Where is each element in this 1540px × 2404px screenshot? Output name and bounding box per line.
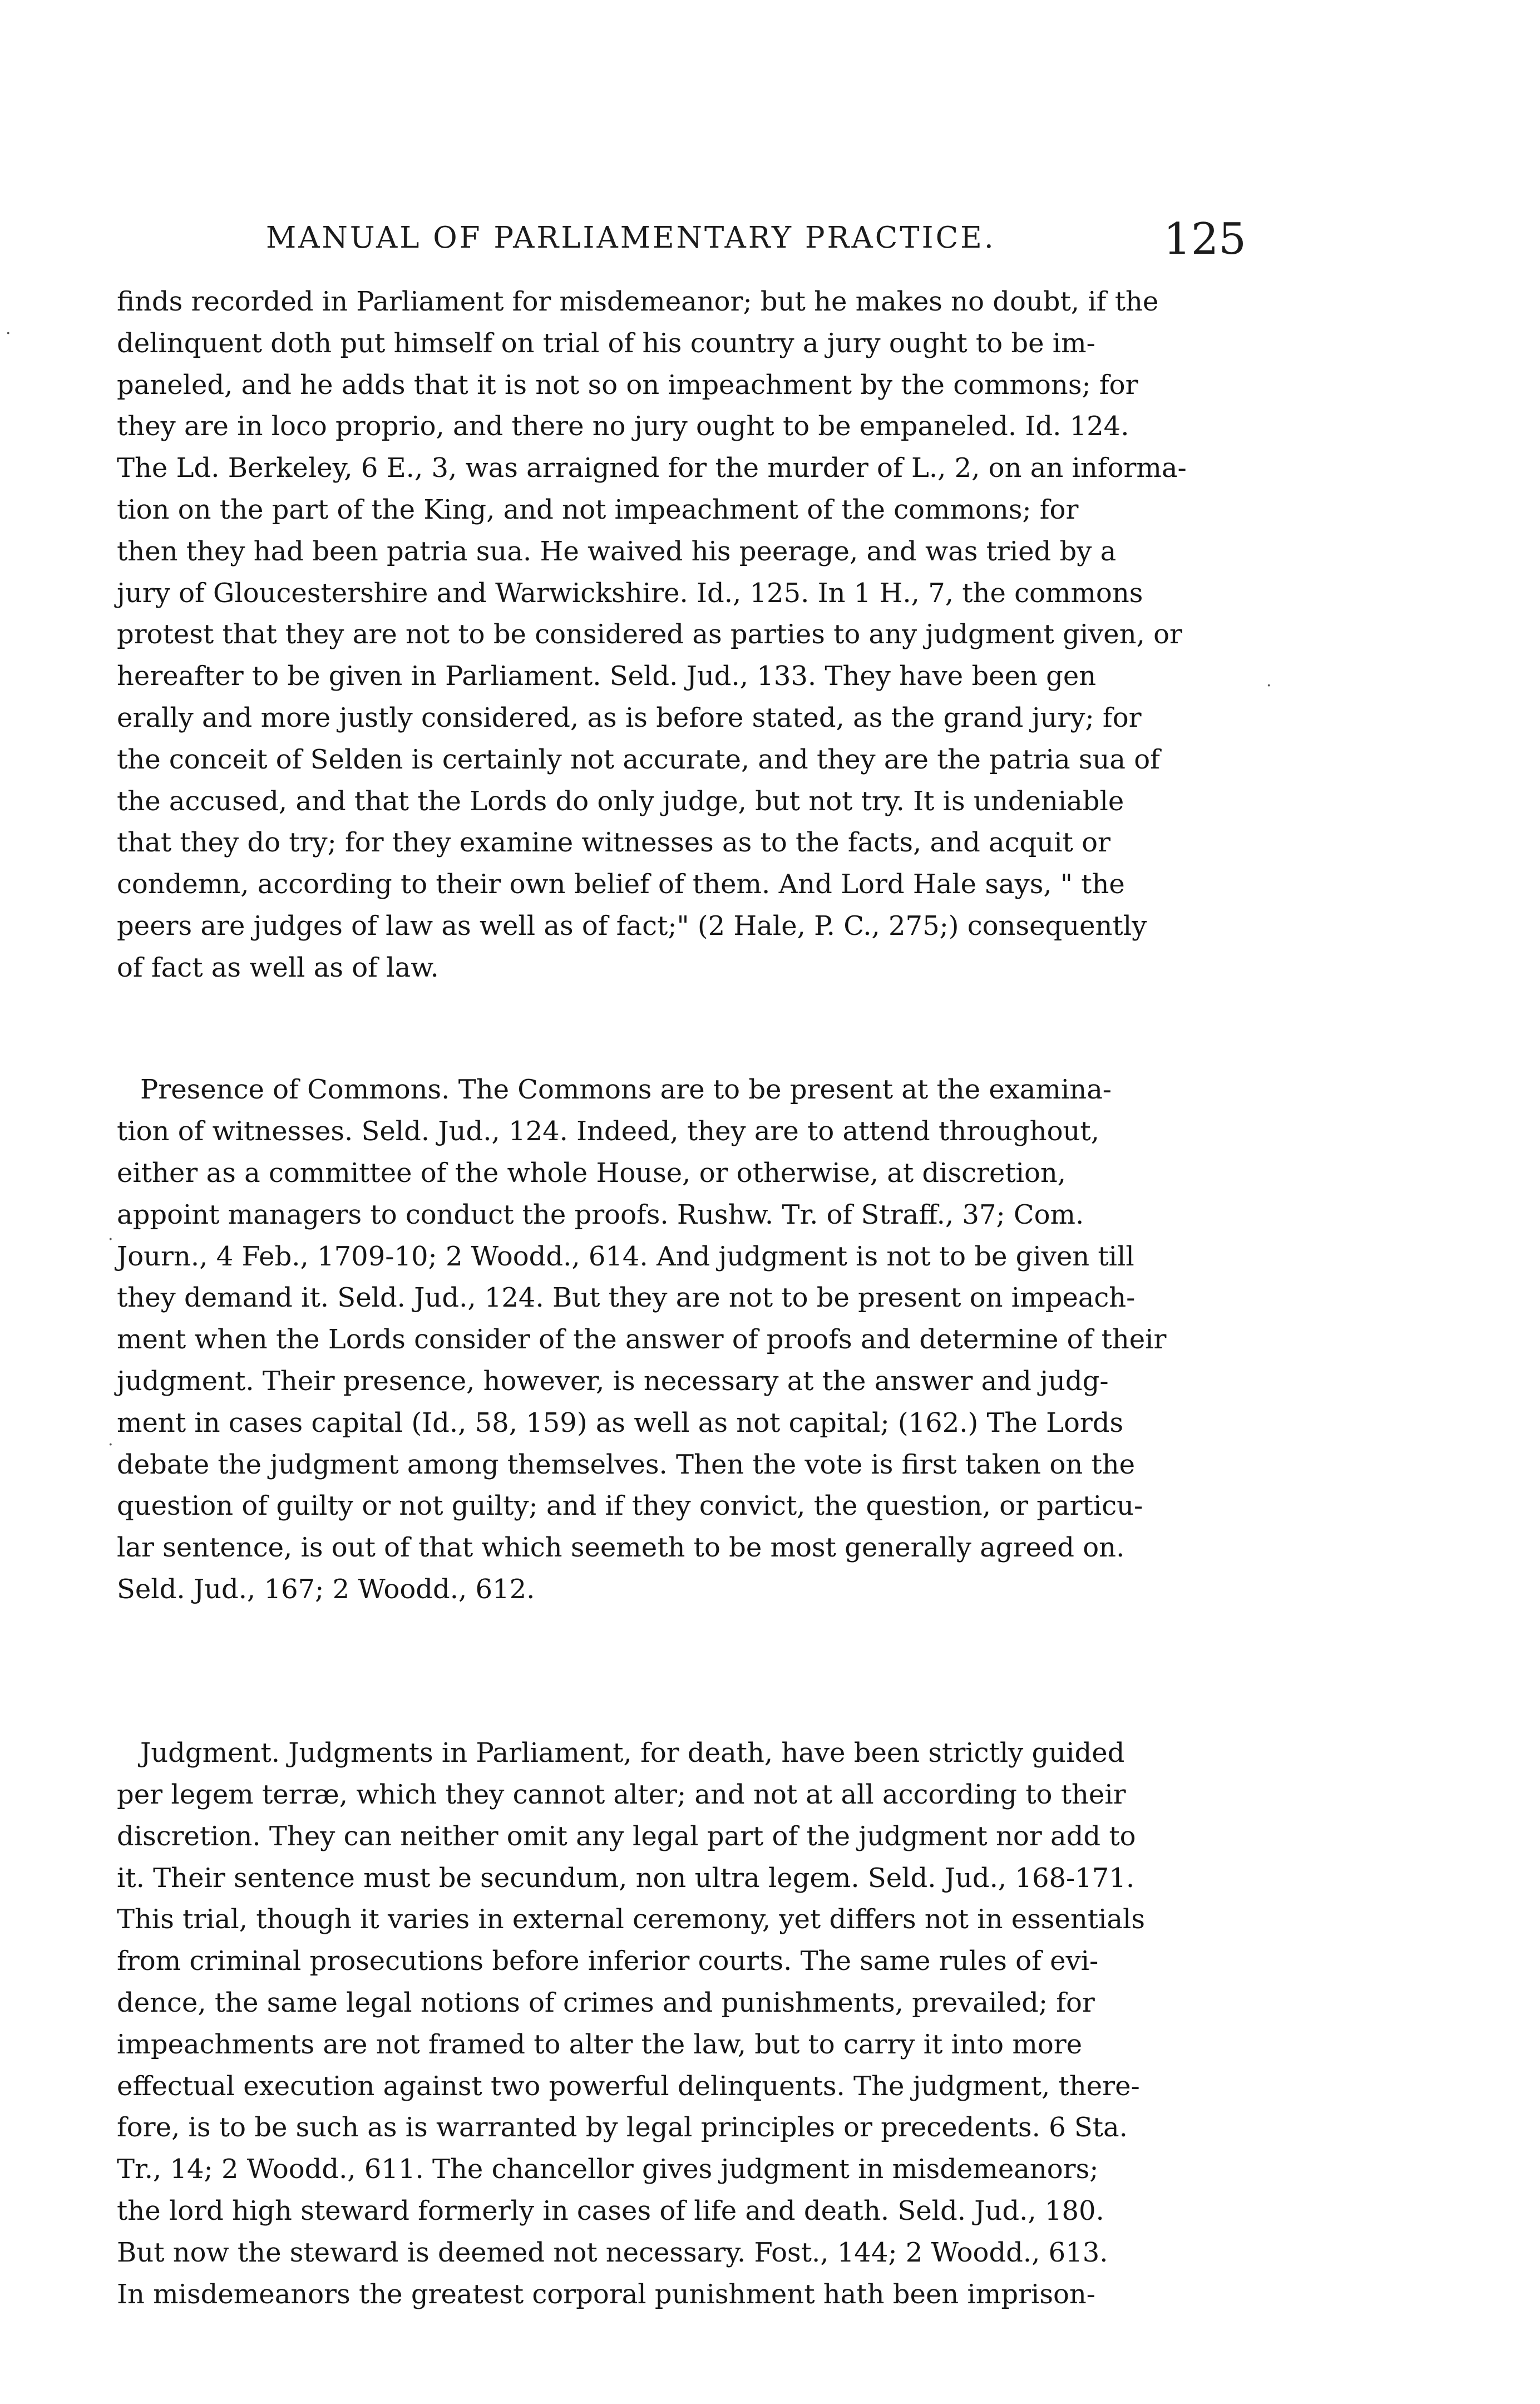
text-line: erally and more justly considered, as is before stated, as the grand jury; for [117,702,1142,733]
text-line: from criminal prosecutions before inferior courts. The same rules of evi- [117,1945,1099,1977]
paragraph-judgment [117,1732,1252,2357]
text-line: tion of witnesses. Seld. Jud., 124. Indeed, they are to attend throughout, [117,1116,1099,1147]
running-title: MANUAL OF PARLIAMENTARY PRACTICE. [266,221,996,255]
page-number: 125 [1163,214,1246,264]
text-line: per legem terræ, which they cannot alter; and not at all according to their [117,1779,1126,1811]
text-line: effectual execution against two powerful delinquents. The judgment, there- [117,2070,1140,2102]
text-line: Journ., 4 Feb., 1709-10; 2 Woodd., 614. And judgment is not to be given till [117,1240,1134,1272]
text-line: impeachments are not framed to alter the law, but to carry it into more [117,2028,1083,2060]
text-line: lar sentence, is out of that which seemeth to be most generally agreed on. [117,1532,1125,1564]
text-line [117,1610,1252,1652]
text-line: hereafter to be given in Parliament. Seld. Jud., 133. They have been gen [117,661,1097,692]
text-line [117,989,1252,1031]
text-line: fore, is to be such as is warranted by legal principles or precedents. 6 Sta. [117,2112,1128,2144]
margin-mark: . [6,319,11,338]
text-line: peers are judges of law as well as of fact;" (2 Hale, P. C., 275;) consequently [117,910,1147,942]
text-line: Presence of Commons. The Commons are to be present at the examina- [140,1074,1112,1106]
text-line: condemn, according to their own belief of them. And Lord Hale says, " the [117,869,1125,900]
text-line: Tr., 14; 2 Woodd., 611. The chancellor gives judgment in misdemeanors; [117,2154,1099,2185]
text-line: delinquent doth put himself on trial of his country a jury ought to be im- [117,327,1095,359]
text-line: the accused, and that the Lords do only judge, but not try. It is undeniable [117,785,1124,817]
running-head [266,214,1246,264]
text-line: either as a committee of the whole House, or otherwise, at discretion, [117,1157,1067,1189]
text-line: In misdemeanors the greatest corporal punishment hath been imprison- [117,2278,1096,2310]
text-line: question of guilty or not guilty; and if they convict, the question, or particu- [117,1490,1143,1522]
text-line: tion on the part of the King, and not impeachment of the commons; for [117,494,1079,525]
text-line: ment when the Lords consider of the answer of proofs and determine of their [117,1324,1167,1356]
text-line: the conceit of Selden is certainly not accurate, and they are the patria sua of [117,743,1160,775]
text-line: the lord high steward formerly in cases of life and death. Seld. Jud., 180. [117,2195,1104,2227]
text-line: that they do try; for they examine witnesses as to the facts, and acquit or [117,827,1110,859]
margin-mark: . [108,1430,113,1450]
text-line: Judgment. Judgments in Parliament, for death, have been strictly guided [140,1737,1125,1769]
text-line: it. Their sentence must be secundum, non ultra legem. Seld. Jud., 168-171. [117,1862,1135,1894]
paragraph-presence-of-commons [117,1069,1252,1693]
text-line: debate the judgment among themselves. Then the vote is first taken on the [117,1449,1136,1480]
text-line: The Ld. Berkeley, 6 E., 3, was arraigned for the murder of L., 2, on an informa- [117,452,1187,484]
text-line: of fact as well as of law. [117,952,439,983]
text-line: appoint managers to conduct the proofs. Rushw. Tr. of Straff., 37; Com. [117,1199,1084,1230]
text-line: paneled, and he adds that it is not so on impeachment by the commons; for [117,369,1138,401]
text-line: dence, the same legal notions of crimes and punishments, prevailed; for [117,1987,1095,2019]
text-line: then they had been patria sua. He waived his peerage, and was tried by a [117,535,1117,567]
text-line [117,1652,1252,1694]
text-line: jury of Gloucestershire and Warwickshire. Id., 125. In 1 H., 7, the commons [117,577,1143,609]
text-line: This trial, though it varies in external ceremony, yet differs not in essentials [117,1904,1145,1935]
text-line: finds recorded in Parliament for misdemeanor; but he makes no doubt, if the [117,286,1159,317]
text-line: Seld. Jud., 167; 2 Woodd., 612. [117,1573,535,1605]
text-line: But now the steward is deemed not necessary. Fost., 144; 2 Woodd., 613. [117,2236,1108,2268]
text-line: they demand it. Seld. Jud., 124. But they are not to be present on impeach- [117,1282,1136,1314]
paragraph-continuation [117,281,1252,1030]
margin-mark: · [1266,676,1272,696]
text-line: discretion. They can neither omit any legal part of the judgment nor add to [117,1820,1136,1852]
text-line: they are in loco proprio, and there no jury ought to be empaneled. Id. 124. [117,411,1129,442]
text-line: ment in cases capital (Id., 58, 159) as well as not capital; (162.) The Lords [117,1407,1124,1439]
text-line: judgment. Their presence, however, is necessary at the answer and judg- [117,1365,1109,1397]
margin-mark: . [108,1225,113,1244]
text-line: protest that they are not to be considered as parties to any judgment given, or [117,619,1182,651]
text-line [117,2315,1252,2357]
page-body [117,281,1252,2357]
